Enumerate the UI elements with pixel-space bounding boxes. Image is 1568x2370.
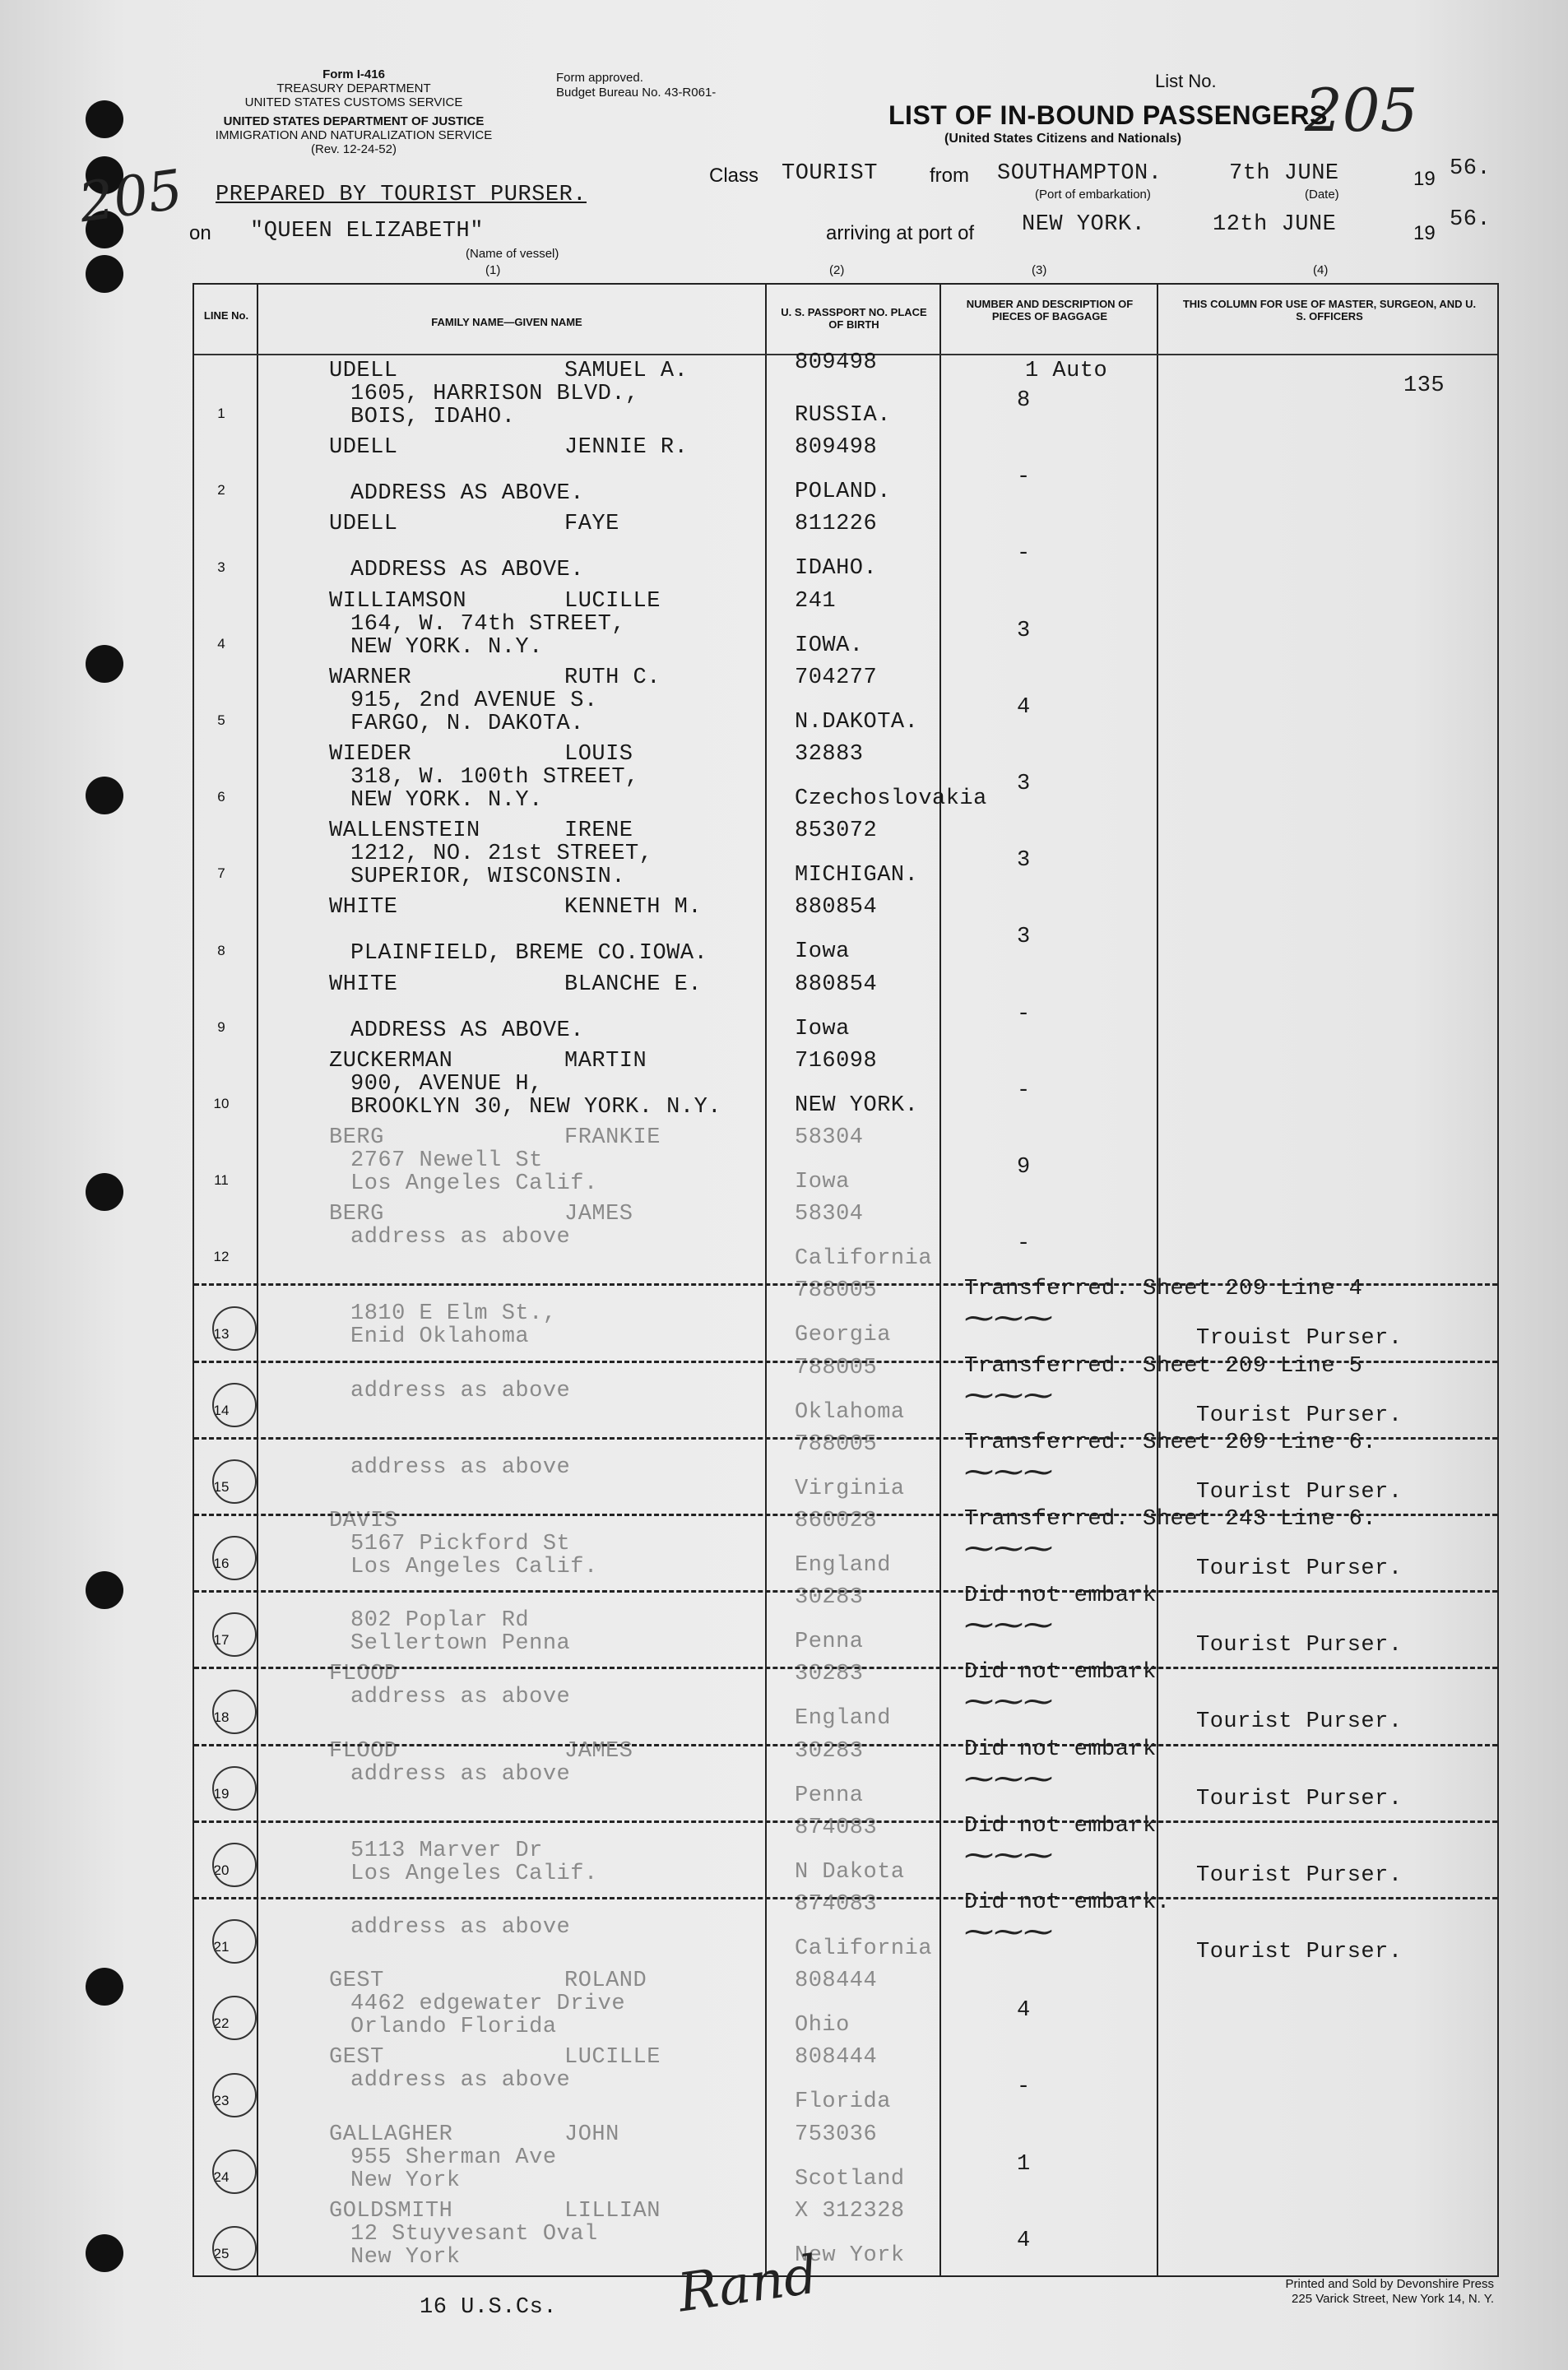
family-name: WALLENSTEIN (329, 819, 480, 844)
embarkation-date: 7th JUNE (1229, 161, 1339, 186)
given-name: LUCILLE (564, 588, 661, 614)
officer-note: Tourist Purser. (1196, 1479, 1403, 1505)
place-of-birth: N Dakota (795, 1859, 905, 1885)
baggage-count: - (1017, 1078, 1031, 1103)
document-subtitle: (United States Citizens and Nationals) (944, 132, 1182, 146)
col-header-name: FAMILY NAME—GIVEN NAME (431, 316, 582, 328)
line-number: 7 (217, 865, 225, 882)
punch-hole (86, 255, 123, 293)
immigration-service: IMMIGRATION AND NATURALIZATION SERVICE (215, 128, 493, 142)
passport-number: 811226 (795, 512, 878, 537)
year-prefix: 19 (1413, 168, 1436, 190)
place-of-birth: Iowa (795, 1016, 850, 1041)
officer-note: Tourist Purser. (1196, 1709, 1403, 1735)
place-of-birth: California (795, 1936, 933, 1961)
family-name: WARNER (329, 665, 412, 690)
strikethrough-line (194, 1667, 1497, 1669)
table-row (194, 1354, 1497, 1431)
officer-note: Tourist Purser. (1196, 1940, 1403, 1964)
place-of-birth: Penna (795, 1630, 864, 1655)
family-name: GEST (329, 2045, 384, 2071)
from-label: from (930, 165, 969, 187)
place-of-birth: California (795, 1246, 933, 1272)
baggage-count: 3 (1017, 848, 1031, 874)
treasury-dept: TREASURY DEPARTMENT (276, 81, 431, 95)
address-line-1: 318, W. 100th STREET, (350, 765, 639, 790)
address-line-1: 4462 edgewater Drive (350, 1992, 626, 2017)
place-of-birth: IDAHO. (795, 556, 878, 582)
line-number: 9 (217, 1018, 225, 1035)
officer-note: 135 (1403, 373, 1445, 398)
table-row (194, 2197, 1497, 2274)
place-of-birth: Penna (795, 1783, 864, 1808)
table-row (194, 434, 1497, 510)
port-embark-caption: (Port of embarkation) (1035, 188, 1151, 202)
address-line-2: NEW YORK. N.Y. (350, 634, 543, 660)
punch-hole (86, 100, 123, 138)
table-row (194, 2121, 1497, 2197)
line-number: 14 (213, 1402, 230, 1418)
given-name: IRENE (564, 819, 633, 844)
table-row (194, 1200, 1497, 1277)
officer-note: Trouist Purser. (1196, 1326, 1403, 1352)
passport-number: 808444 (795, 1969, 878, 1994)
table-row (194, 740, 1497, 817)
place-of-birth: Scotland (795, 2166, 905, 2191)
line-number: 5 (217, 712, 225, 728)
col-index-3: (3) (1032, 263, 1047, 277)
line-number: 4 (217, 635, 225, 652)
address-line-1: address as above (350, 2068, 571, 2094)
strikethrough-line (194, 1437, 1497, 1440)
baggage-note: Did not embark (964, 1813, 1157, 1839)
address-line-2: Los Angeles Calif. (350, 1171, 598, 1196)
officer-note: Tourist Purser. (1196, 1786, 1403, 1811)
line-number: 13 (213, 1325, 230, 1342)
baggage-count: - (1017, 2075, 1031, 2100)
family-name: FLOOD (329, 1662, 398, 1687)
baggage-count: - (1017, 1001, 1031, 1027)
budget-bureau: Budget Bureau No. 43-R061- (556, 86, 717, 100)
place-of-birth: N.DAKOTA. (795, 709, 919, 735)
address-line-2: Los Angeles Calif. (350, 1555, 598, 1579)
on-label: on (189, 222, 211, 244)
justice-dept: UNITED STATES DEPARTMENT OF JUSTICE (223, 114, 485, 128)
table-row (194, 664, 1497, 740)
family-name: FLOOD (329, 1738, 398, 1764)
given-name: JOHN (564, 2122, 619, 2147)
address-line-1: address as above (350, 1454, 571, 1480)
line-number: 23 (213, 2092, 230, 2108)
col-header-use: THIS COLUMN FOR USE OF MASTER, SURGEON, AND U. S. OFFICERS (1182, 298, 1477, 322)
baggage-count: 4 (1017, 1998, 1031, 2024)
port-of-arrival: NEW YORK. (1022, 212, 1146, 237)
table-row (194, 1890, 1497, 1967)
family-name: GALLAGHER (329, 2122, 453, 2147)
passport-number: 788005 (795, 1431, 878, 1457)
passport-number: 58304 (795, 1125, 864, 1150)
date-caption: (Date) (1305, 188, 1339, 202)
strikethrough-line (194, 1361, 1497, 1363)
line-number: 19 (213, 1785, 230, 1802)
line-number: 15 (213, 1478, 230, 1495)
address-line-1: address as above (350, 1378, 571, 1403)
table-row (194, 1431, 1497, 1507)
line-number-circle (212, 1996, 257, 2040)
officer-note: Tourist Purser. (1196, 1633, 1403, 1658)
passport-number: 716098 (795, 1048, 878, 1074)
baggage-count: 4 (1017, 694, 1031, 720)
line-number: 11 (214, 1172, 229, 1189)
baggage-count: 9 (1017, 1155, 1031, 1180)
prepared-by: PREPARED BY TOURIST PURSER. (216, 183, 587, 207)
passport-number: 30283 (795, 1585, 864, 1611)
line-number: 17 (213, 1632, 230, 1649)
table-row (194, 1124, 1497, 1200)
line-number-circle (212, 1919, 257, 1964)
citizen-count: 16 U.S.Cs. (420, 2295, 558, 2320)
baggage-note: Transferred. Sheet 209 Line 4 (964, 1277, 1363, 1302)
year-prefix-2: 19 (1413, 222, 1436, 244)
punch-hole (86, 1968, 123, 2006)
place-of-birth: IOWA. (795, 633, 864, 658)
passport-number: 880854 (795, 895, 878, 921)
address-line-1: 164, W. 74th STREET, (350, 611, 626, 637)
arrival-year: 56. (1450, 207, 1491, 232)
place-of-birth: Czechoslovakia (795, 786, 987, 811)
purser-initials-scribble: ⁓⁓⁓ (964, 1761, 1053, 1796)
address-line-1: 1810 E Elm St., (350, 1301, 557, 1327)
strikethrough-line (194, 1514, 1497, 1516)
table-row (194, 1507, 1497, 1584)
line-number-circle (212, 2073, 257, 2117)
officer-note: Tourist Purser. (1196, 1862, 1403, 1888)
address-line-1: 5113 Marver Dr (350, 1838, 543, 1863)
address-line-2: Enid Oklahoma (350, 1324, 530, 1350)
embarkation-year: 56. (1450, 156, 1491, 181)
address-line-2: SUPERIOR, WISCONSIN. (350, 865, 626, 890)
punch-hole (86, 1173, 123, 1211)
passport-number: 753036 (795, 2122, 878, 2147)
line-number: 10 (213, 1095, 230, 1111)
line-number: 1 (217, 406, 225, 422)
line-number: 16 (213, 1556, 230, 1572)
strikethrough-line (194, 1897, 1497, 1899)
purser-initials-scribble: ⁓⁓⁓ (964, 1838, 1053, 1872)
form-number: Form I-416 (322, 67, 385, 81)
family-name: BERG (329, 1125, 384, 1150)
table-row (194, 1047, 1497, 1124)
family-name: DAVIS (329, 1509, 398, 1533)
baggage-count: - (1017, 1231, 1031, 1257)
place-of-birth: Ohio (795, 2013, 850, 2038)
passport-number: 809498 (795, 350, 878, 375)
given-name: JAMES (564, 1202, 633, 1227)
address-line-2: NEW YORK. N.Y. (350, 788, 543, 813)
passport-number: 808444 (795, 2045, 878, 2071)
line-number: 3 (217, 559, 225, 575)
passport-number: 880854 (795, 972, 878, 997)
address-line-2: PLAINFIELD, BREME CO.IOWA. (350, 941, 708, 967)
given-name: FRANKIE (564, 1125, 661, 1150)
place-of-birth: MICHIGAN. (795, 863, 919, 888)
line-number-circle (212, 1843, 257, 1887)
list-no-handwritten: 205 (1305, 76, 1418, 145)
line-number-circle (212, 1306, 257, 1351)
line-number: 21 (213, 1939, 230, 1955)
table-row (194, 1737, 1497, 1814)
table-row (194, 1814, 1497, 1890)
family-name: WIEDER (329, 742, 412, 767)
line-number: 2 (217, 482, 225, 499)
address-line-2: ADDRESS AS ABOVE. (350, 558, 584, 583)
baggage-count: - (1017, 541, 1031, 567)
strikethrough-line (194, 1590, 1497, 1593)
place-of-birth: Georgia (795, 1323, 891, 1348)
class-label: Class (709, 165, 759, 187)
address-line-2: ADDRESS AS ABOVE. (350, 1018, 584, 1043)
class-value: TOURIST (782, 161, 878, 186)
baggage-note: Transferred. Sheet 243 Line 6. (964, 1507, 1377, 1532)
baggage-count: 3 (1017, 772, 1031, 796)
place-of-birth: POLAND. (795, 480, 891, 505)
strikethrough-line (194, 1820, 1497, 1823)
col-header-baggage: NUMBER AND DESCRIPTION OF PIECES OF BAGGAGE (966, 298, 1134, 322)
line-number-circle (212, 2150, 257, 2194)
list-no-label: List No. (1155, 71, 1217, 91)
address-line-1: 1212, NO. 21st STREET, (350, 842, 653, 867)
printer-line-1: Printed and Sold by Devonshire Press (1285, 2277, 1494, 2291)
purser-initials-scribble: ⁓⁓⁓ (964, 1532, 1053, 1565)
passport-number: 30283 (795, 1662, 864, 1687)
given-name: BLANCHE E. (564, 972, 703, 997)
arrival-date: 12th JUNE (1213, 212, 1337, 237)
passport-number: 788005 (795, 1355, 878, 1380)
table-row (194, 1584, 1497, 1660)
table-row (194, 1967, 1497, 2043)
family-name: UDELL (329, 359, 398, 383)
given-name: JENNIE R. (564, 435, 689, 461)
table-row (194, 893, 1497, 970)
baggage-count: 3 (1017, 618, 1031, 643)
family-name: UDELL (329, 435, 398, 461)
punch-hole (86, 645, 123, 683)
form-issuer-block (189, 67, 518, 156)
line-number: 8 (217, 942, 225, 958)
table-row (194, 817, 1497, 893)
place-of-birth: Iowa (795, 939, 850, 965)
table-row (194, 510, 1497, 587)
line-number: 6 (217, 789, 225, 805)
address-line-1: 900, AVENUE H, (350, 1071, 543, 1097)
place-of-birth: England (795, 1553, 891, 1578)
table-row (194, 1660, 1497, 1737)
purser-initials-scribble: ⁓⁓⁓ (964, 1301, 1053, 1336)
address-line-2: New York (350, 2244, 461, 2270)
address-line-2: ADDRESS AS ABOVE. (350, 481, 584, 507)
address-line-2: Los Angeles Calif. (350, 1861, 598, 1886)
passport-number: X 312328 (795, 2198, 905, 2224)
passport-number: 241 (795, 588, 837, 614)
passport-number: 809498 (795, 435, 878, 461)
passport-number: 788005 (795, 1278, 878, 1304)
address-line-2: New York (350, 2168, 461, 2193)
line-number: 25 (213, 2245, 230, 2261)
line-number: 18 (213, 1709, 230, 1725)
address-line-2: BOIS, IDAHO. (350, 405, 516, 429)
line-number: 22 (213, 2015, 230, 2032)
address-line-1: address as above (350, 1761, 571, 1787)
given-name: LUCILLE (564, 2045, 661, 2071)
officer-note: Tourist Purser. (1196, 1556, 1403, 1581)
baggage-note: Did not embark (964, 1660, 1157, 1686)
table-row (194, 971, 1497, 1047)
family-name: ZUCKERMAN (329, 1048, 453, 1074)
baggage-note: Did not embark. (964, 1890, 1171, 1915)
family-name: GOLDSMITH (329, 2198, 453, 2224)
address-line-2: BROOKLYN 30, NEW YORK. N.Y. (350, 1094, 721, 1120)
passport-number: 704277 (795, 665, 878, 690)
table-row (194, 587, 1497, 664)
family-name: GEST (329, 1969, 384, 1994)
address-line-1: 12 Stuyvesant Oval (350, 2221, 598, 2247)
line-number-circle (212, 1459, 257, 1504)
family-name: BERG (329, 1202, 384, 1227)
line-number-circle (212, 1690, 257, 1734)
place-of-birth: NEW YORK. (795, 1092, 919, 1118)
place-of-birth: New York (795, 2242, 905, 2268)
line-number: 12 (213, 1249, 230, 1265)
passport-number: 874083 (795, 1815, 878, 1840)
col-index-2: (2) (829, 263, 845, 277)
address-line-1: 802 Poplar Rd (350, 1608, 530, 1634)
place-of-birth: England (795, 1706, 891, 1732)
family-name: UDELL (329, 512, 398, 537)
line-number: 24 (213, 2168, 230, 2185)
col-index-4: (4) (1313, 263, 1329, 277)
given-name: MARTIN (564, 1048, 647, 1074)
place-of-birth: Oklahoma (795, 1399, 905, 1425)
family-name: WHITE (329, 972, 398, 997)
document-title: LIST OF IN-BOUND PASSENGERS (888, 100, 1328, 130)
place-of-birth: Florida (795, 2089, 891, 2115)
margin-list-no: 205 (75, 157, 187, 235)
arriving-label: arriving at port of (826, 222, 975, 244)
line-number-circle (212, 1612, 257, 1657)
baggage-count: - (1017, 465, 1031, 490)
place-of-birth: Iowa (795, 1170, 850, 1194)
passenger-table (193, 283, 1499, 2277)
baggage-count: 8 (1017, 388, 1031, 413)
passport-number: 860028 (795, 1509, 878, 1533)
place-of-birth: Virginia (795, 1476, 905, 1501)
address-line-1: 5167 Pickford St (350, 1532, 571, 1556)
passport-number: 853072 (795, 819, 878, 844)
line-number-circle (212, 1536, 257, 1580)
family-name: WILLIAMSON (329, 588, 467, 614)
family-name: WHITE (329, 895, 398, 921)
port-of-embarkation: SOUTHAMPTON. (997, 161, 1162, 186)
baggage-count: 1 (1017, 2151, 1031, 2177)
line-number-circle (212, 1383, 257, 1427)
purser-initials-scribble: ⁓⁓⁓ (964, 1454, 1053, 1489)
given-name: SAMUEL A. (564, 359, 689, 383)
address-line-1: 1605, HARRISON BLVD., (350, 382, 639, 406)
baggage-note: Did not embark (964, 1737, 1157, 1762)
form-approved: Form approved. (556, 71, 643, 85)
address-line-1: address as above (350, 1225, 571, 1250)
revision: (Rev. 12-24-52) (311, 142, 397, 156)
purser-initials-scribble: ⁓⁓⁓ (964, 1685, 1053, 1719)
purser-initials-scribble: ⁓⁓⁓ (964, 1378, 1053, 1412)
customs-service: UNITED STATES CUSTOMS SERVICE (244, 95, 463, 109)
address-line-2: FARGO, N. DAKOTA. (350, 711, 584, 736)
passport-number: 874083 (795, 1892, 878, 1917)
given-name: KENNETH M. (564, 895, 703, 921)
given-name: RUTH C. (564, 665, 661, 690)
line-number-circle (212, 2226, 257, 2270)
address-line-2: Sellertown Penna (350, 1631, 571, 1657)
passport-number: 30283 (795, 1738, 864, 1764)
passport-number: 32883 (795, 742, 864, 767)
address-line-1: address as above (350, 1915, 571, 1940)
baggage-note: Did not embark (964, 1584, 1157, 1609)
address-line-1: 955 Sherman Ave (350, 2145, 557, 2170)
punch-hole (86, 1571, 123, 1609)
purser-initials-scribble: ⁓⁓⁓ (964, 1608, 1053, 1643)
address-line-1: 915, 2nd AVENUE S. (350, 688, 598, 713)
line-number: 20 (213, 1862, 230, 1878)
address-line-1: 2767 Newell St (350, 1148, 543, 1173)
purser-initials-scribble: ⁓⁓⁓ (964, 1915, 1053, 1949)
place-of-birth: RUSSIA. (795, 403, 891, 428)
handwritten-signature: Rand (674, 2244, 822, 2325)
given-name: ROLAND (564, 1969, 647, 1994)
baggage-count: 4 (1017, 2228, 1031, 2253)
col-header-line: LINE No. (203, 309, 249, 322)
strikethrough-line (194, 1283, 1497, 1286)
line-number-circle (212, 1766, 257, 1811)
col-index-1: (1) (485, 263, 501, 277)
baggage-note: 1 Auto (1025, 359, 1108, 383)
baggage-note: Transferred. Sheet 209 Line 6. (964, 1430, 1377, 1455)
table-row (194, 1277, 1497, 1353)
printer-line-2: 225 Varick Street, New York 14, N. Y. (1292, 2292, 1494, 2306)
baggage-count: 3 (1017, 925, 1031, 950)
passport-number: 58304 (795, 1202, 864, 1227)
table-row (194, 350, 1497, 434)
strikethrough-line (194, 1744, 1497, 1746)
given-name: FAYE (564, 512, 619, 537)
punch-hole (86, 2234, 123, 2272)
vessel-caption: (Name of vessel) (466, 247, 559, 261)
baggage-note: Transferred. Sheet 209 Line 5 (964, 1353, 1363, 1379)
given-name: LOUIS (564, 742, 633, 767)
address-line-1: address as above (350, 1685, 571, 1710)
col-header-passport: U. S. PASSPORT NO. PLACE OF BIRTH (781, 306, 927, 331)
given-name: LILLIAN (564, 2198, 661, 2224)
punch-hole (86, 777, 123, 814)
given-name: JAMES (564, 1738, 633, 1764)
vessel-name: "QUEEN ELIZABETH" (250, 219, 484, 243)
address-line-2: Orlando Florida (350, 2015, 557, 2040)
officer-note: Tourist Purser. (1196, 1403, 1403, 1428)
table-row (194, 2043, 1497, 2120)
